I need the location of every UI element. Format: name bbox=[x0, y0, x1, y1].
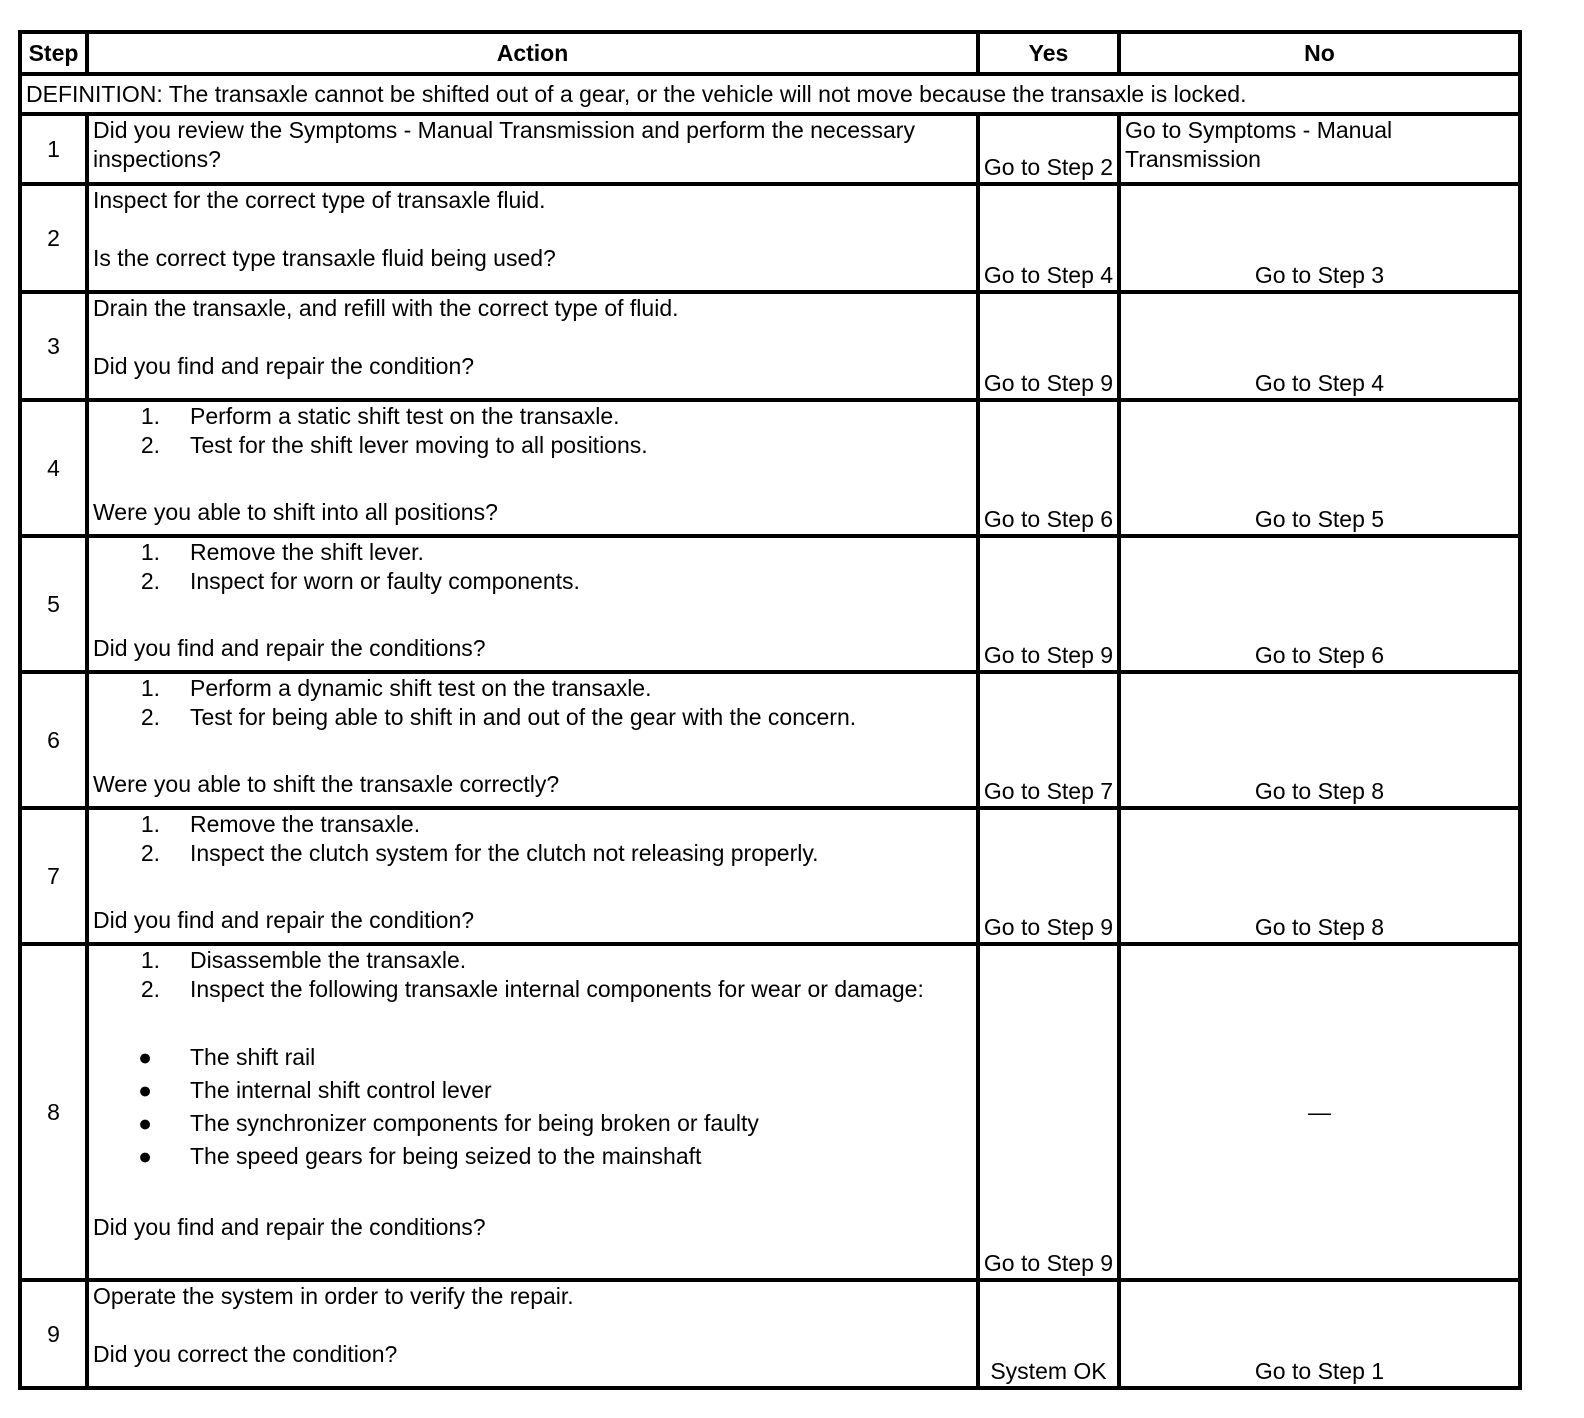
no-outcome: Go to Step 3 bbox=[1119, 184, 1520, 292]
yes-outcome: Go to Step 9 bbox=[978, 808, 1119, 944]
action-cell bbox=[87, 808, 978, 944]
header-row bbox=[20, 32, 1520, 74]
action-cell bbox=[87, 536, 978, 672]
step-number: 4 bbox=[20, 400, 87, 536]
action-question: Were you able to shift the transaxle correctly? bbox=[93, 771, 560, 797]
step-number: 3 bbox=[20, 292, 87, 400]
table-row bbox=[20, 292, 1520, 400]
header-step: Step bbox=[20, 32, 87, 74]
definition-text: DEFINITION: The transaxle cannot be shifted out of a gear, or the vehicle will not move because the transaxle is locked. bbox=[20, 74, 1520, 114]
step-number: 7 bbox=[20, 808, 87, 944]
action-question: Were you able to shift into all positions? bbox=[93, 499, 498, 525]
substep: 2. Inspect the clutch system for the clutch not releasing properly. bbox=[140, 840, 819, 866]
table-row bbox=[20, 944, 1520, 1280]
no-outcome: Go to Step 6 bbox=[1119, 536, 1520, 672]
action-question: Did you find and repair the condition? bbox=[93, 907, 475, 933]
substep: 2. Test for being able to shift in and out of the gear with the concern. bbox=[140, 704, 857, 730]
no-outcome: Go to Step 8 bbox=[1119, 808, 1520, 944]
header-no: No bbox=[1119, 32, 1520, 74]
table-row bbox=[20, 536, 1520, 672]
no-outcome: Go to Step 8 bbox=[1119, 672, 1520, 808]
action-question: Did you find and repair the conditions? bbox=[93, 1214, 486, 1240]
substep: 1. Perform a dynamic shift test on the transaxle. bbox=[140, 675, 652, 701]
table-row bbox=[20, 1280, 1520, 1388]
diagnostic-table bbox=[18, 30, 1522, 1390]
substep: 1. Remove the transaxle. bbox=[140, 811, 421, 837]
action-question: Did you correct the condition? bbox=[93, 1341, 398, 1367]
action-text: Did you review the Symptoms - Manual Transmission and perform the necessary inspections? bbox=[87, 114, 978, 184]
table-row bbox=[20, 184, 1520, 292]
no-outcome: Go to Step 1 bbox=[1119, 1280, 1520, 1388]
yes-outcome: Go to Step 9 bbox=[978, 536, 1119, 672]
bullet-item: ● The synchronizer components for being broken or faulty bbox=[138, 1110, 759, 1136]
substep: 2. Inspect for worn or faulty components. bbox=[140, 568, 580, 594]
action-cell bbox=[87, 1280, 978, 1388]
step-number: 1 bbox=[20, 114, 87, 184]
substep: 1. Remove the shift lever. bbox=[140, 539, 424, 565]
header-yes: Yes bbox=[978, 32, 1119, 74]
action-cell bbox=[87, 400, 978, 536]
bullet-item: ● The speed gears for being seized to the mainshaft bbox=[138, 1143, 702, 1169]
bullet-item: ● The shift rail bbox=[138, 1044, 316, 1070]
table-row bbox=[20, 400, 1520, 536]
table-row bbox=[20, 808, 1520, 944]
action-intro: Inspect for the correct type of transaxle fluid. bbox=[93, 187, 546, 213]
yes-outcome: Go to Step 9 bbox=[978, 944, 1119, 1280]
table-row bbox=[20, 672, 1520, 808]
action-question: Did you find and repair the conditions? bbox=[93, 635, 486, 661]
no-outcome: Go to Step 5 bbox=[1119, 400, 1520, 536]
action-cell bbox=[87, 184, 978, 292]
yes-outcome: Go to Step 7 bbox=[978, 672, 1119, 808]
substep: 1. Perform a static shift test on the transaxle. bbox=[140, 403, 620, 429]
yes-outcome: System OK bbox=[978, 1280, 1119, 1388]
substep: 1. Disassemble the transaxle. bbox=[140, 947, 467, 973]
step-number: 5 bbox=[20, 536, 87, 672]
substep: 2. Test for the shift lever moving to all positions. bbox=[140, 432, 648, 458]
bullet-item: ● The internal shift control lever bbox=[138, 1077, 492, 1103]
substep: 2. Inspect the following transaxle internal components for wear or damage: bbox=[140, 976, 924, 1002]
no-outcome: Go to Step 4 bbox=[1119, 292, 1520, 400]
action-question: Did you find and repair the condition? bbox=[93, 353, 475, 379]
header-action: Action bbox=[87, 32, 978, 74]
yes-outcome: Go to Step 6 bbox=[978, 400, 1119, 536]
step-number: 6 bbox=[20, 672, 87, 808]
step-number: 9 bbox=[20, 1280, 87, 1388]
action-cell bbox=[87, 944, 978, 1280]
step-number: 2 bbox=[20, 184, 87, 292]
action-question: Is the correct type transaxle fluid being used? bbox=[93, 245, 556, 271]
yes-outcome: Go to Step 4 bbox=[978, 184, 1119, 292]
action-cell bbox=[87, 292, 978, 400]
step-number: 8 bbox=[20, 944, 87, 1280]
yes-outcome: Go to Step 9 bbox=[978, 292, 1119, 400]
definition-row bbox=[20, 74, 1520, 114]
action-cell bbox=[87, 672, 978, 808]
no-outcome: Go to Symptoms - Manual Transmission bbox=[1119, 114, 1520, 184]
no-outcome: — bbox=[1119, 944, 1520, 1280]
table-row bbox=[20, 114, 1520, 184]
action-intro: Drain the transaxle, and refill with the correct type of fluid. bbox=[93, 295, 679, 321]
action-intro: Operate the system in order to verify the repair. bbox=[93, 1283, 574, 1309]
yes-outcome: Go to Step 2 bbox=[978, 114, 1119, 184]
